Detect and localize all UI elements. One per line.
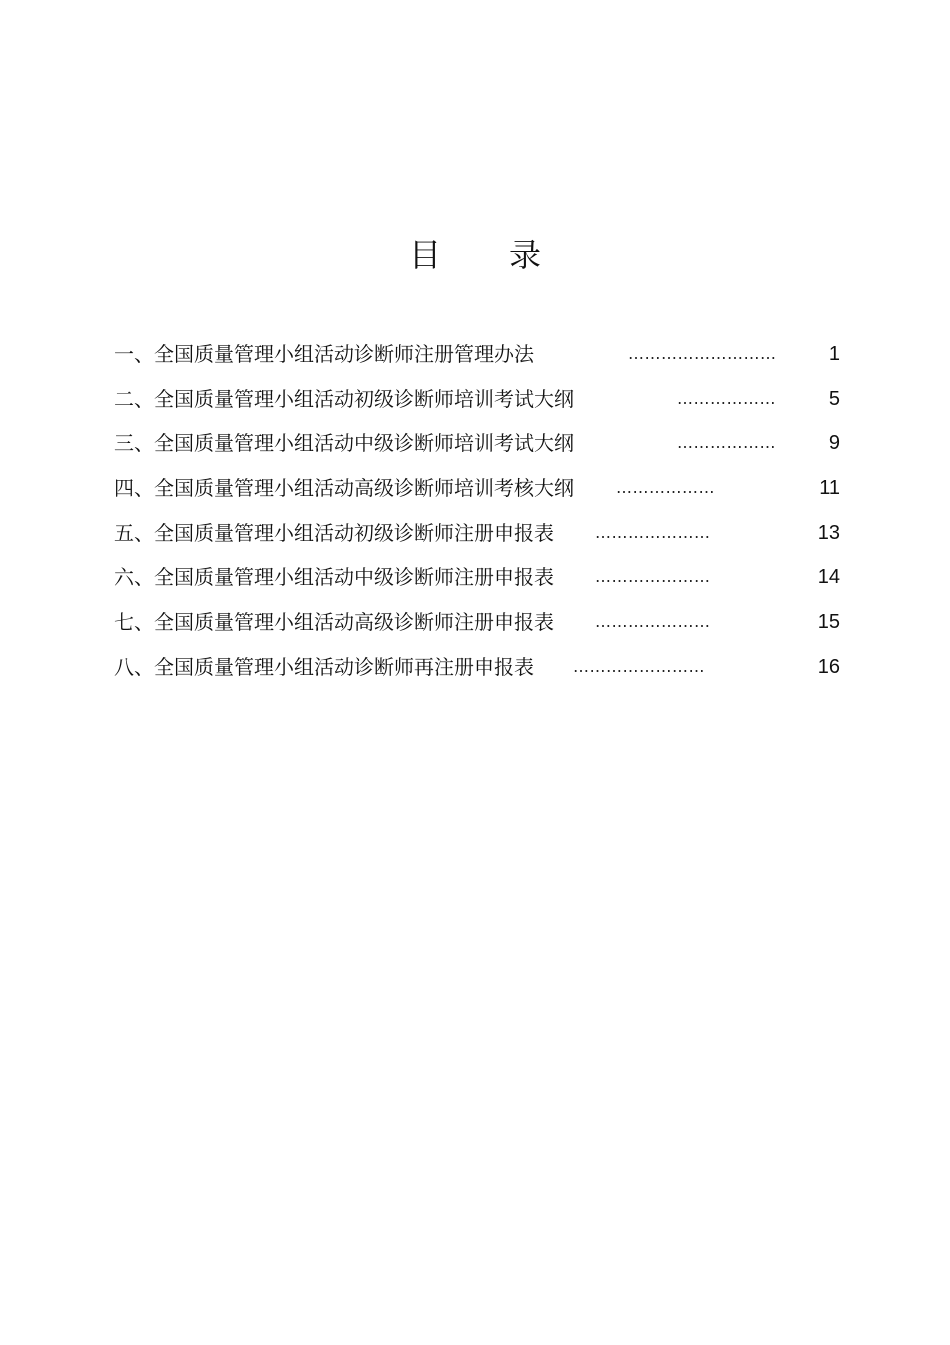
toc-entry-label: 八、全国质量管理小组活动诊断师再注册申报表	[114, 654, 534, 679]
toc-entry-label: 七、全国质量管理小组活动高级诊断师注册申报表	[114, 610, 554, 635]
toc-entry-label: 三、全国质量管理小组活动中级诊断师培训考试大纲	[114, 431, 574, 456]
toc-page-number: 9	[828, 432, 840, 455]
toc-entry-label: 四、全国质量管理小组活动高级诊断师培训考核大纲	[114, 476, 574, 501]
toc-dot-leader: ………………	[677, 433, 776, 453]
toc-entry-label: 五、全国质量管理小组活动初级诊断师注册申报表	[114, 520, 554, 545]
toc-dot-leader: ………………………	[628, 344, 777, 363]
toc-page-number: 14	[817, 566, 840, 589]
toc-page-number: 13	[817, 521, 840, 544]
toc-page-number: 16	[817, 655, 840, 678]
toc-entry[interactable]	[114, 427, 840, 472]
toc-dot-leader: ………………	[677, 388, 776, 408]
toc-page-number: 5	[828, 387, 840, 410]
title-char-1: 目	[408, 236, 441, 274]
toc-dot-leader: …………………	[595, 567, 711, 587]
table-of-contents	[114, 338, 840, 696]
title-char-2: 录	[509, 236, 542, 274]
toc-page-number: 11	[819, 477, 840, 500]
toc-page-number: 1	[828, 343, 840, 365]
toc-entry-label: 二、全国质量管理小组活动初级诊断师培训考试大纲	[114, 386, 574, 411]
toc-dot-leader: ……………………	[573, 656, 705, 676]
toc-page-number: 15	[817, 611, 840, 634]
toc-entry-label: 六、全国质量管理小组活动中级诊断师注册申报表	[114, 565, 554, 590]
toc-entry[interactable]	[114, 561, 840, 606]
toc-entry[interactable]	[114, 472, 840, 517]
toc-entry[interactable]	[114, 606, 840, 651]
toc-dot-leader: ………………	[616, 478, 715, 498]
toc-entry[interactable]	[114, 383, 840, 428]
toc-entry[interactable]	[114, 338, 840, 383]
toc-dot-leader: …………………	[595, 522, 711, 542]
page-title	[0, 228, 950, 278]
toc-dot-leader: …………………	[595, 612, 711, 632]
toc-entry[interactable]	[114, 517, 840, 562]
toc-entry[interactable]	[114, 651, 840, 696]
toc-entry-label: 一、全国质量管理小组活动诊断师注册管理办法	[114, 342, 534, 366]
